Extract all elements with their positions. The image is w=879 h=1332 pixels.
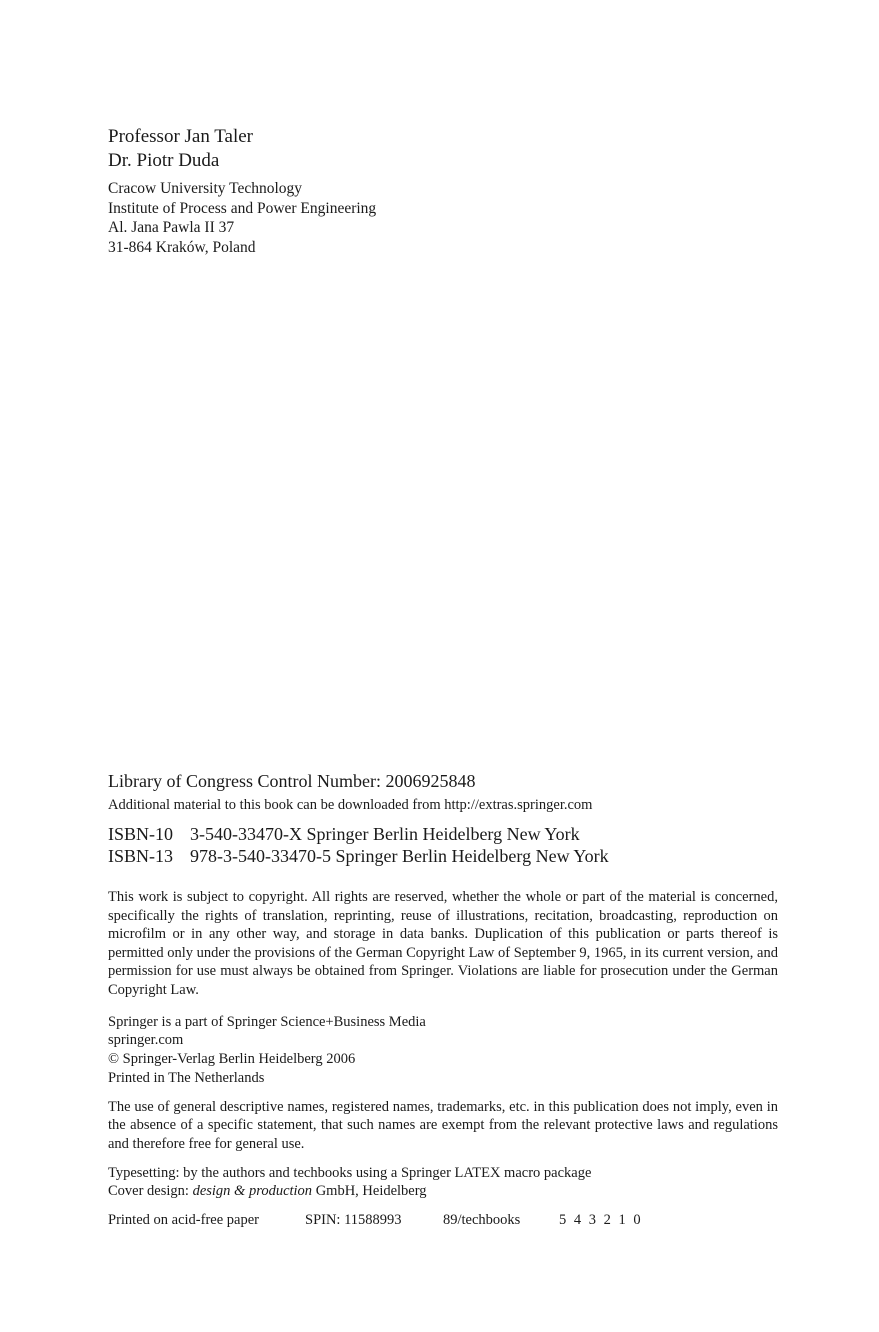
author-block xyxy=(108,125,376,257)
print-footer xyxy=(108,1211,778,1230)
printing-line: 5 4 3 2 1 0 xyxy=(559,1212,643,1229)
isbn-label: ISBN-13 xyxy=(108,846,174,866)
production-credits xyxy=(108,1164,778,1202)
production-code: 89/techbooks xyxy=(443,1212,521,1229)
affiliation-line: Institute of Process and Power Engineering xyxy=(108,199,377,217)
imprint-line: springer.com xyxy=(108,1032,184,1049)
trademark-notice: The use of general descriptive names, registered names, trademarks, etc. in this publication does not imply, even in the absence of a specific statement, that such names are exempt from the relevant protective laws and regulations and therefore free for general use. xyxy=(108,1098,778,1152)
imprint-block xyxy=(108,1013,778,1088)
typesetting-line: Typesetting: by the authors and techbooks using a Springer LATEX macro package xyxy=(108,1164,592,1181)
isbn-list xyxy=(108,823,778,867)
affiliation-line: 31-864 Kraków, Poland xyxy=(108,238,256,256)
cover-design-prefix: Cover design: xyxy=(108,1183,189,1200)
spin-number: SPIN: 11588993 xyxy=(305,1212,402,1229)
cover-design-line xyxy=(108,1182,778,1201)
isbn-row xyxy=(108,823,778,845)
bibliographic-block xyxy=(108,769,778,1230)
isbn-row xyxy=(108,845,778,867)
affiliation-line: Cracow University Technology xyxy=(108,180,303,197)
isbn-label: ISBN-10 xyxy=(108,824,174,844)
imprint-line: Springer is a part of Springer Science+Business Media xyxy=(108,1013,426,1030)
affiliation-line: Al. Jana Pawla II 37 xyxy=(108,219,235,236)
isbn-value: 3-540-33470-X Springer Berlin Heidelberg New York xyxy=(190,824,580,844)
imprint-line: © Springer-Verlag Berlin Heidelberg 2006 xyxy=(108,1051,356,1068)
author-name: Professor Jan Taler xyxy=(108,126,254,147)
additional-material-note: Additional material to this book can be downloaded from http://extras.springer.com xyxy=(108,797,593,813)
copyright-page xyxy=(108,0,778,1332)
copyright-notice: This work is subject to copyright. All rights are reserved, whether the whole or part of the material is concerned, specifically the rights of translation, reprinting, reuse of illustrations, recitation, broadcasting, reproduction on microfilm or in any other way, and storage in data banks. Duplication of this publication or parts thereof is permitted only under the provisions of the German Copyright Law of September 9, 1965, in its current version, and permission for use must always be obtained from Springer. Violations are liable for prosecution under the German Copyright Law. xyxy=(108,889,778,998)
imprint-line: Printed in The Netherlands xyxy=(108,1069,265,1086)
affiliation-address xyxy=(108,179,376,257)
lccn-line: Library of Congress Control Number: 2006925848 xyxy=(108,771,476,791)
isbn-value: 978-3-540-33470-5 Springer Berlin Heidelberg New York xyxy=(190,846,609,866)
paper-note: Printed on acid-free paper xyxy=(108,1212,259,1229)
author-name: Dr. Piotr Duda xyxy=(108,150,220,171)
cover-design-suffix: GmbH, Heidelberg xyxy=(315,1183,427,1200)
cover-design-emphasis: design & production xyxy=(192,1183,313,1200)
